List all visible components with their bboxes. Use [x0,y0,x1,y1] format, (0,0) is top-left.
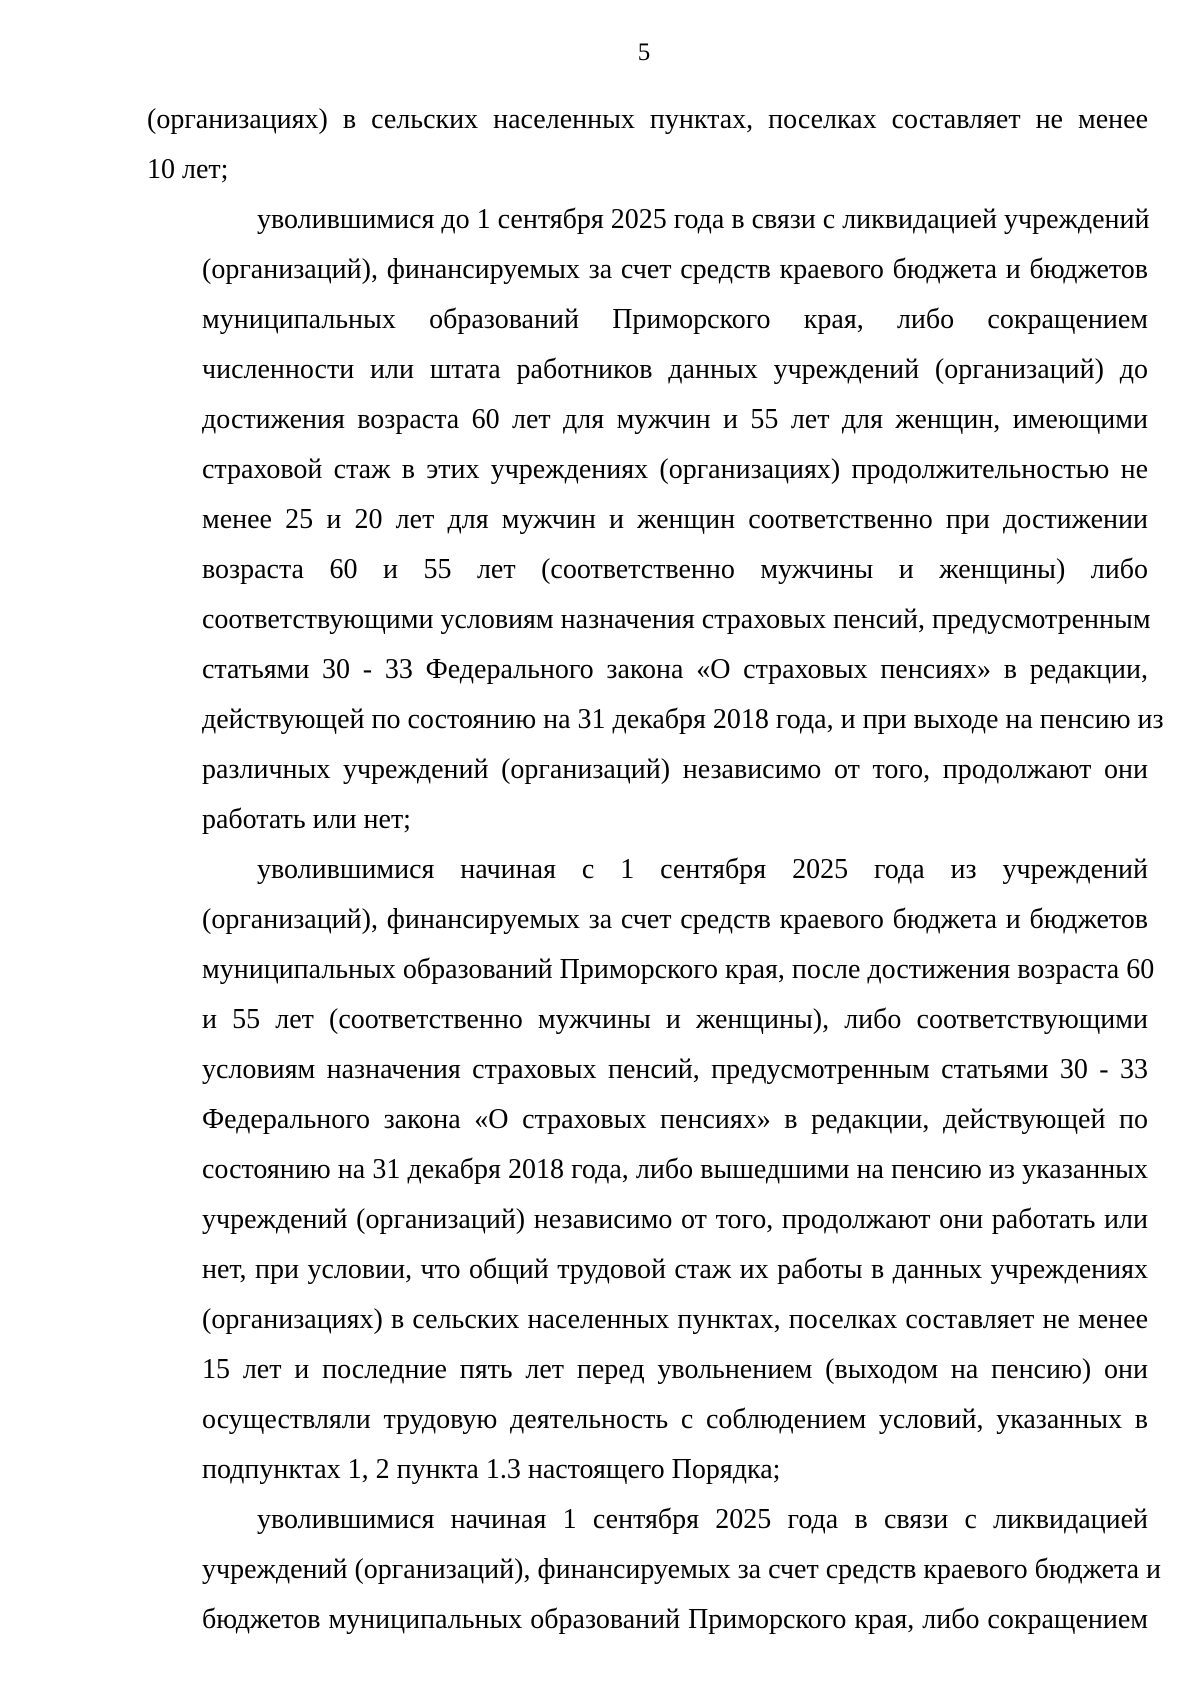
text-line: достижения возраста 60 лет для мужчин и 55 лет для женщин, имеющими [202,404,1148,435]
paragraph-dismissed-after-2025-retirement [147,845,1155,1495]
text-line: учреждений (организаций), финансируемых за счет средств краевого бюджета и [202,1554,1161,1585]
paragraph-continuation [147,95,1148,195]
text-line: возраста 60 и 55 лет (соответственно мужчины и женщины) либо [202,554,1148,585]
text-line: 15 лет и последние пять лет перед увольнением (выходом на пенсию) они [202,1354,1148,1385]
text-line: (организаций), финансируемых за счет средств краевого бюджета и бюджетов [202,254,1148,285]
text-line: действующей по состоянию на 31 декабря 2018 года, и при выходе на пенсию из [202,704,1164,735]
text-line: уволившимися до 1 сентября 2025 года в связи с ликвидацией учреждений [257,204,1150,235]
text-line: состоянию на 31 декабря 2018 года, либо вышедшими на пенсию из указанных [202,1154,1148,1185]
text-line: численности или штата работников данных учреждений (организаций) до [202,354,1148,385]
paragraph-dismissed-before-2025-liquidation [147,195,1164,845]
page-number: 5 [637,39,651,66]
text-line: Федерального закона «О страховых пенсиях» в редакции, действующей по [202,1104,1148,1135]
document-body [147,95,1164,1645]
text-line: нет, при условии, что общий трудовой стаж их работы в данных учреждениях [202,1254,1148,1285]
text-line: менее 25 и 20 лет для мужчин и женщин соответственно при достижении [202,504,1148,535]
text-line: подпунктах 1, 2 пункта 1.3 настоящего Порядка; [202,1454,781,1485]
text-line: муниципальных образований Приморского края, либо сокращением [202,304,1148,335]
text-line: и 55 лет (соответственно мужчины и женщины), либо соответствующими [202,1004,1148,1035]
text-line: различных учреждений (организаций) независимо от того, продолжают они [202,754,1148,785]
text-line: (организациях) в сельских населенных пунктах, поселках составляет не менее [202,1304,1148,1335]
text-line: условиям назначения страховых пенсий, предусмотренным статьями 30 - 33 [202,1054,1148,1085]
text-line: 10 лет; [147,154,229,185]
text-line: статьями 30 - 33 Федерального закона «О страховых пенсиях» в редакции, [202,654,1148,685]
text-line: (организаций), финансируемых за счет средств краевого бюджета и бюджетов [202,904,1148,935]
text-line: муниципальных образований Приморского края, после достижения возраста 60 [202,954,1155,985]
text-line: уволившимися начиная с 1 сентября 2025 года из учреждений [257,854,1148,885]
text-line: работать или нет; [202,804,411,835]
text-line: соответствующими условиям назначения страховых пенсий, предусмотренным [202,604,1151,635]
text-line: уволившимися начиная 1 сентября 2025 года в связи с ликвидацией [257,1504,1148,1535]
text-line: осуществляли трудовую деятельность с соблюдением условий, указанных в [202,1404,1148,1435]
text-line: учреждений (организаций) независимо от того, продолжают они работать или [202,1204,1148,1235]
paragraph-dismissed-after-2025-liquidation [147,1495,1161,1645]
text-line: бюджетов муниципальных образований Приморского края, либо сокращением [202,1604,1148,1635]
text-line: (организациях) в сельских населенных пунктах, поселках составляет не менее [147,104,1148,135]
text-line: страховой стаж в этих учреждениях (организациях) продолжительностью не [202,454,1148,485]
